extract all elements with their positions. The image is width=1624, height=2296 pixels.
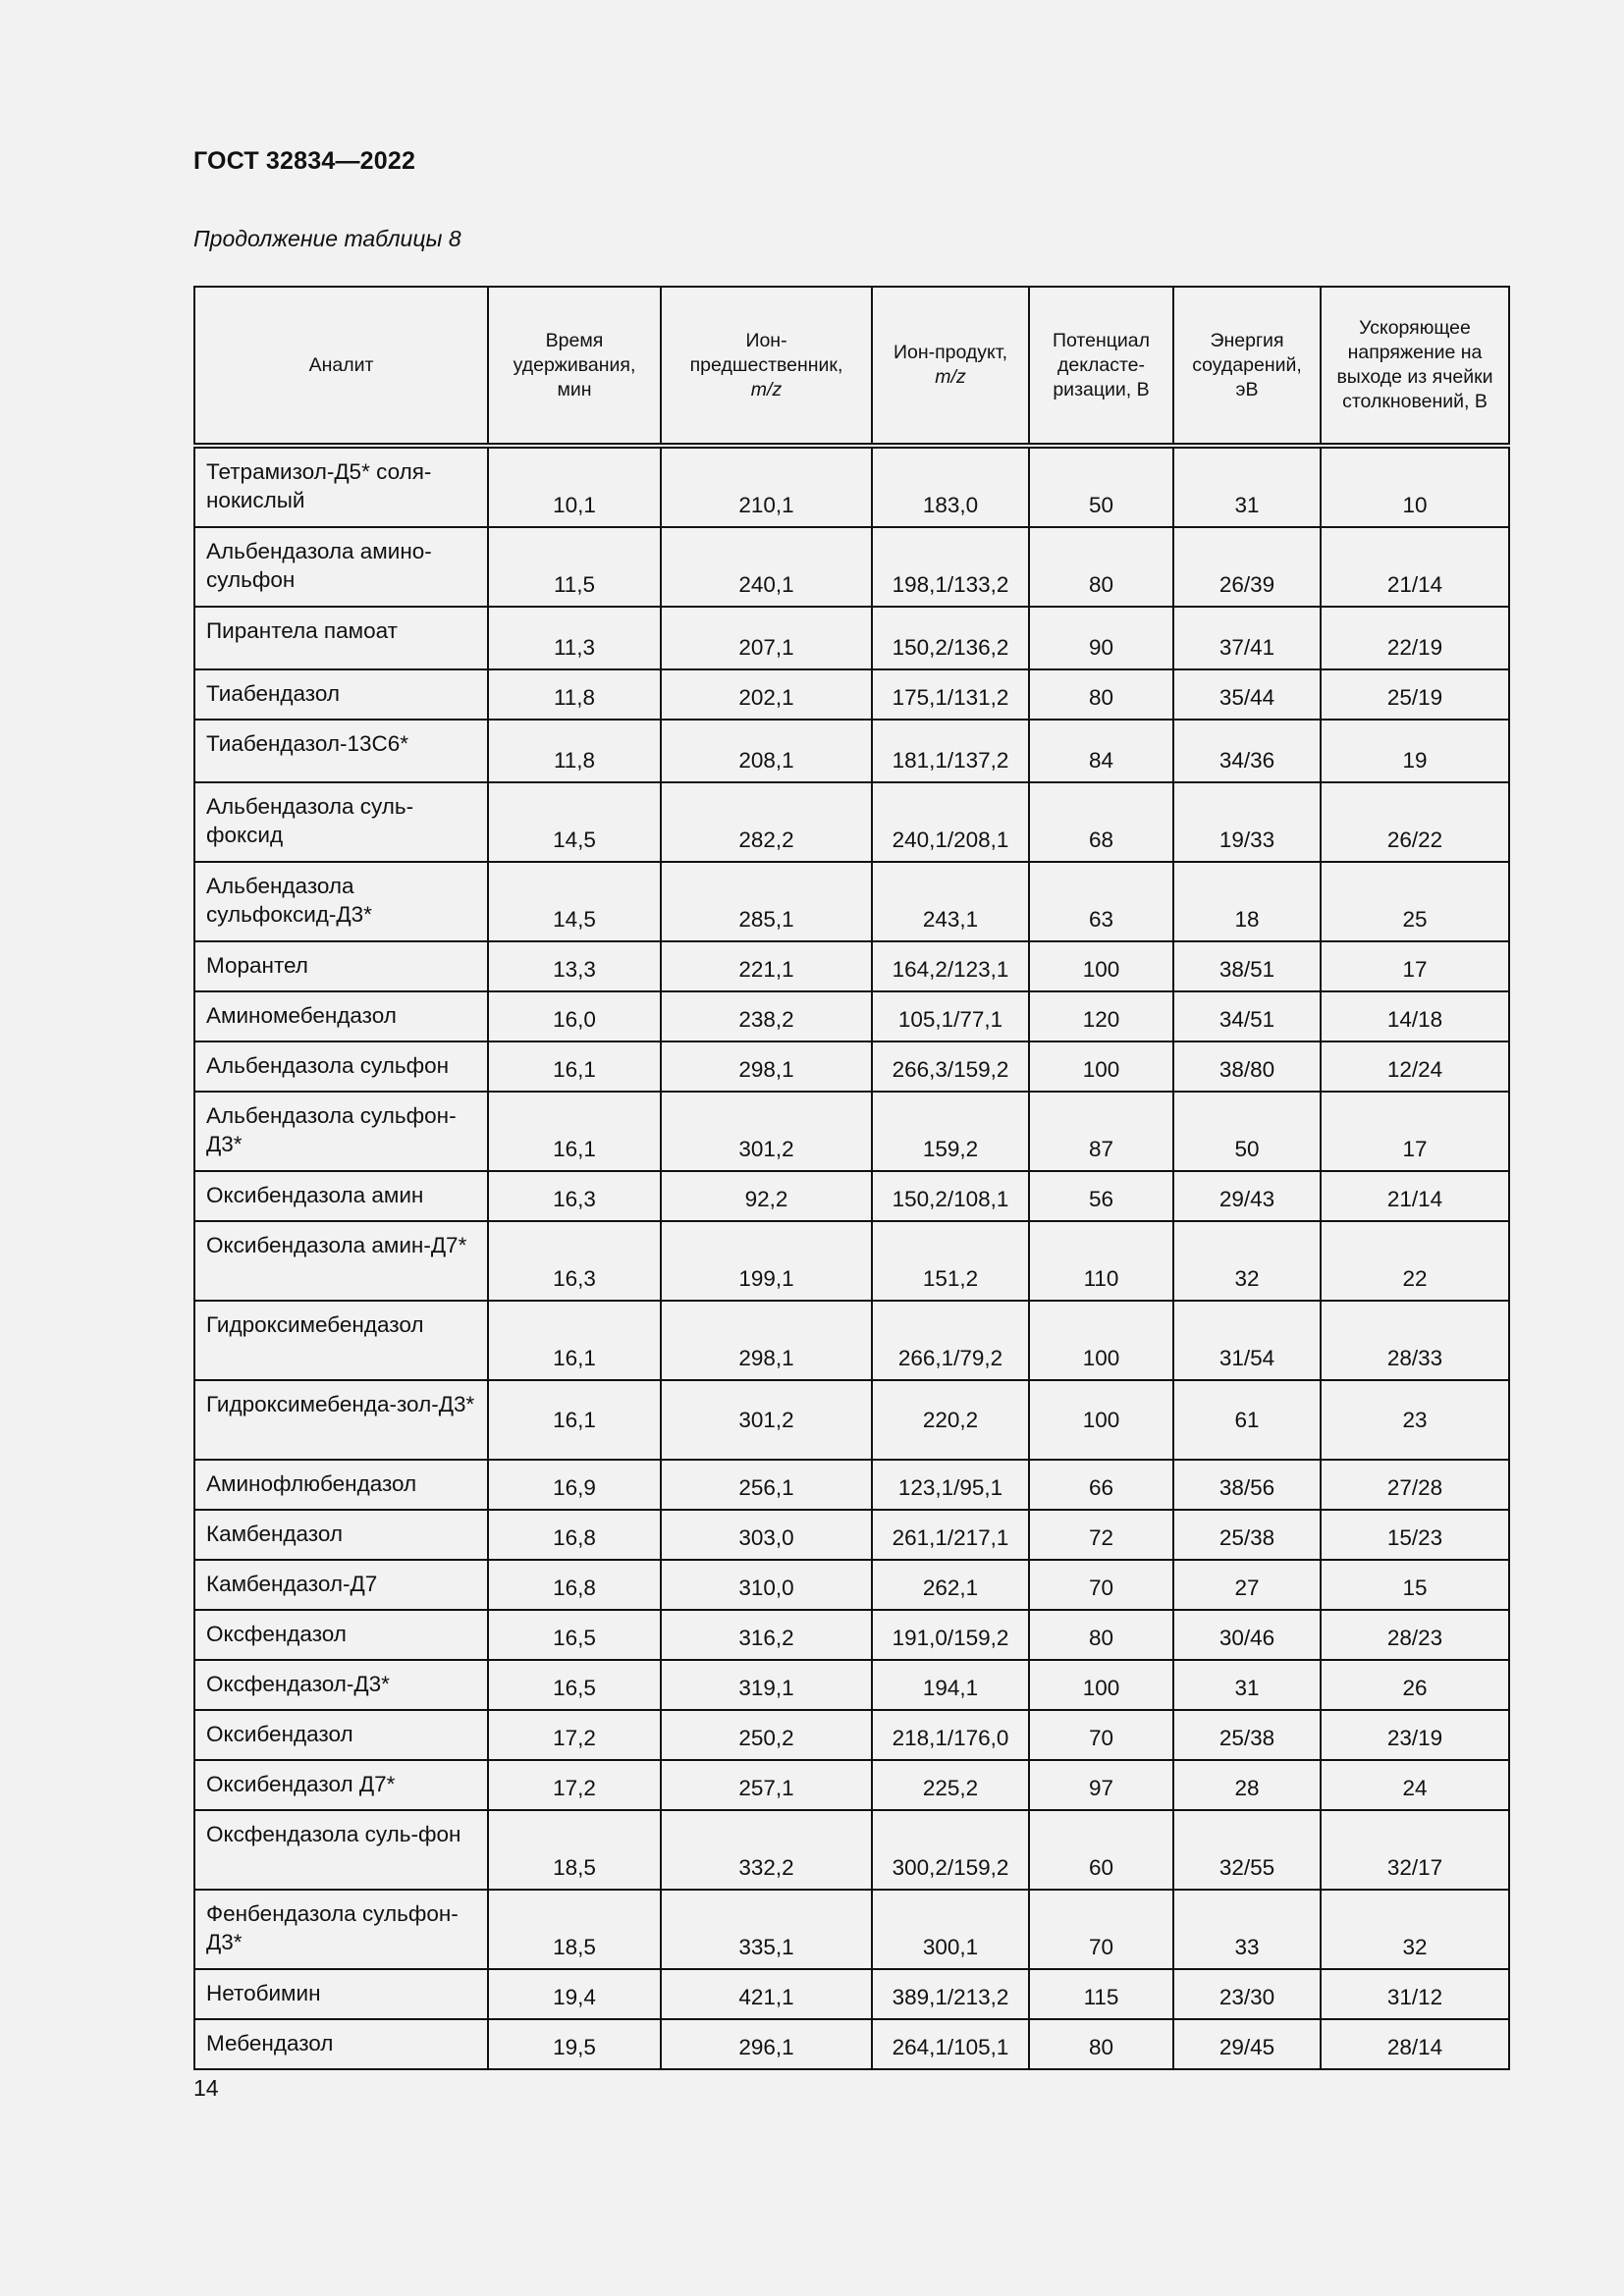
cell-collision-energy: 34/36: [1173, 720, 1321, 782]
cell-declustering-potential: 70: [1029, 1710, 1173, 1760]
cell-collision-energy: 38/51: [1173, 941, 1321, 991]
cell-collision-energy: 29/45: [1173, 2019, 1321, 2069]
cell-retention-time: 18,5: [488, 1890, 661, 1969]
cell-exit-potential: 22: [1321, 1221, 1509, 1301]
header-cell-exit-potential: [1321, 287, 1509, 446]
cell-product-ion: 183,0: [872, 446, 1029, 527]
cell-exit-potential: 26: [1321, 1660, 1509, 1710]
cell-collision-energy: 33: [1173, 1890, 1321, 1969]
cell-retention-time: 16,1: [488, 1092, 661, 1171]
table-row: [194, 607, 1509, 669]
header-retention-text: Время удерживания, мин: [513, 329, 636, 400]
cell-exit-potential: 31/12: [1321, 1969, 1509, 2019]
header-product-ion: [872, 287, 1029, 446]
cell-exit-potential: 28/14: [1321, 2019, 1509, 2069]
header-retention-time: [488, 287, 661, 446]
cell-product-ion: 150,2/136,2: [872, 607, 1029, 669]
cell-analyte: Тиабендазол: [194, 669, 488, 720]
cell-collision-energy: 31/54: [1173, 1301, 1321, 1380]
cell-collision-energy: 19/33: [1173, 782, 1321, 862]
table-row: [194, 1760, 1509, 1810]
cell-exit-potential: 23: [1321, 1380, 1509, 1460]
table-row: [194, 1380, 1509, 1460]
cell-precursor-ion: 202,1: [661, 669, 872, 720]
cell-collision-energy: 27: [1173, 1560, 1321, 1610]
cell-exit-potential: 22/19: [1321, 607, 1509, 669]
table-row: [194, 527, 1509, 607]
cell-analyte: Оксибендазола амин: [194, 1171, 488, 1221]
cell-collision-energy: 30/46: [1173, 1610, 1321, 1660]
cell-collision-energy: 34/51: [1173, 991, 1321, 1041]
table-body: [194, 446, 1509, 2069]
cell-retention-time: 16,3: [488, 1221, 661, 1301]
header-precursor-ion: [661, 287, 872, 446]
cell-retention-time: 14,5: [488, 862, 661, 941]
cell-precursor-ion: 238,2: [661, 991, 872, 1041]
cell-exit-potential: 15: [1321, 1560, 1509, 1610]
cell-exit-potential: 23/19: [1321, 1710, 1509, 1760]
table-row: [194, 1301, 1509, 1380]
cell-precursor-ion: 310,0: [661, 1560, 872, 1610]
cell-exit-potential: 17: [1321, 941, 1509, 991]
header-product-unit: m/z: [935, 366, 966, 388]
cell-exit-potential: 21/14: [1321, 1171, 1509, 1221]
cell-product-ion: 150,2/108,1: [872, 1171, 1029, 1221]
cell-declustering-potential: 50: [1029, 446, 1173, 527]
cell-exit-potential: 25: [1321, 862, 1509, 941]
cell-exit-potential: 14/18: [1321, 991, 1509, 1041]
cell-analyte: Альбендазола сульфон-Д3*: [194, 1092, 488, 1171]
cell-retention-time: 16,5: [488, 1660, 661, 1710]
cell-declustering-potential: 56: [1029, 1171, 1173, 1221]
header-collision-text: Энергия соударений, эВ: [1192, 329, 1302, 400]
header-declustering-text: Потенциал декласте-ризации, В: [1052, 329, 1151, 400]
cell-collision-energy: 25/38: [1173, 1710, 1321, 1760]
cell-product-ion: 225,2: [872, 1760, 1029, 1810]
cell-product-ion: 198,1/133,2: [872, 527, 1029, 607]
cell-declustering-potential: 120: [1029, 991, 1173, 1041]
cell-declustering-potential: 70: [1029, 1890, 1173, 1969]
cell-precursor-ion: 421,1: [661, 1969, 872, 2019]
cell-product-ion: 389,1/213,2: [872, 1969, 1029, 2019]
cell-product-ion: 264,1/105,1: [872, 2019, 1029, 2069]
header-declustering-potential: [1029, 287, 1173, 446]
cell-product-ion: 300,2/159,2: [872, 1810, 1029, 1890]
cell-precursor-ion: 319,1: [661, 1660, 872, 1710]
cell-retention-time: 18,5: [488, 1810, 661, 1890]
cell-exit-potential: 19: [1321, 720, 1509, 782]
cell-declustering-potential: 68: [1029, 782, 1173, 862]
cell-product-ion: 266,3/159,2: [872, 1041, 1029, 1092]
cell-declustering-potential: 80: [1029, 2019, 1173, 2069]
cell-analyte: Аминофлюбендазол: [194, 1460, 488, 1510]
cell-product-ion: 191,0/159,2: [872, 1610, 1029, 1660]
cell-precursor-ion: 301,2: [661, 1380, 872, 1460]
cell-retention-time: 16,9: [488, 1460, 661, 1510]
cell-analyte: Тиабендазол-13С6*: [194, 720, 488, 782]
cell-analyte: Мебендазол: [194, 2019, 488, 2069]
cell-declustering-potential: 100: [1029, 941, 1173, 991]
table-row: [194, 1460, 1509, 1510]
cell-collision-energy: 25/38: [1173, 1510, 1321, 1560]
cell-precursor-ion: 199,1: [661, 1221, 872, 1301]
table-row: [194, 1610, 1509, 1660]
cell-declustering-potential: 100: [1029, 1301, 1173, 1380]
cell-retention-time: 16,8: [488, 1560, 661, 1610]
cell-product-ion: 159,2: [872, 1092, 1029, 1171]
cell-analyte: Гидроксимебендазол: [194, 1301, 488, 1380]
cell-analyte: Альбендазола сульфон: [194, 1041, 488, 1092]
cell-precursor-ion: 332,2: [661, 1810, 872, 1890]
cell-collision-energy: 61: [1173, 1380, 1321, 1460]
header-product-text: Ион-продукт,: [893, 342, 1007, 363]
cell-product-ion: 300,1: [872, 1890, 1029, 1969]
cell-precursor-ion: 208,1: [661, 720, 872, 782]
cell-exit-potential: 32/17: [1321, 1810, 1509, 1890]
cell-retention-time: 17,2: [488, 1760, 661, 1810]
cell-collision-energy: 32: [1173, 1221, 1321, 1301]
cell-retention-time: 16,1: [488, 1041, 661, 1092]
cell-declustering-potential: 63: [1029, 862, 1173, 941]
cell-declustering-potential: 60: [1029, 1810, 1173, 1890]
cell-precursor-ion: 282,2: [661, 782, 872, 862]
cell-analyte: Нетобимин: [194, 1969, 488, 2019]
cell-analyte: Альбендазола суль-фоксид: [194, 782, 488, 862]
cell-exit-potential: 28/33: [1321, 1301, 1509, 1380]
cell-collision-energy: 28: [1173, 1760, 1321, 1810]
cell-analyte: Оксфендазол: [194, 1610, 488, 1660]
cell-precursor-ion: 303,0: [661, 1510, 872, 1560]
cell-precursor-ion: 301,2: [661, 1092, 872, 1171]
header-exit-text: Ускоряющее напряжение на выходе из ячейки столкновений, В: [1336, 317, 1493, 412]
cell-declustering-potential: 97: [1029, 1760, 1173, 1810]
cell-collision-energy: 31: [1173, 1660, 1321, 1710]
cell-precursor-ion: 240,1: [661, 527, 872, 607]
cell-collision-energy: 18: [1173, 862, 1321, 941]
cell-analyte: Фенбендазола сульфон-Д3*: [194, 1890, 488, 1969]
cell-precursor-ion: 285,1: [661, 862, 872, 941]
cell-analyte: Оксфендазола суль-фон: [194, 1810, 488, 1890]
cell-precursor-ion: 298,1: [661, 1301, 872, 1380]
cell-analyte: Камбендазол-Д7: [194, 1560, 488, 1610]
cell-exit-potential: 27/28: [1321, 1460, 1509, 1510]
cell-declustering-potential: 100: [1029, 1041, 1173, 1092]
page-number: 14: [193, 2075, 219, 2101]
table-caption: Продолжение таблицы 8: [193, 226, 461, 251]
cell-retention-time: 16,8: [488, 1510, 661, 1560]
cell-retention-time: 16,5: [488, 1610, 661, 1660]
cell-precursor-ion: 207,1: [661, 607, 872, 669]
cell-declustering-potential: 115: [1029, 1969, 1173, 2019]
cell-product-ion: 151,2: [872, 1221, 1029, 1301]
cell-declustering-potential: 80: [1029, 527, 1173, 607]
table-row: [194, 1041, 1509, 1092]
table-row: [194, 782, 1509, 862]
cell-precursor-ion: 256,1: [661, 1460, 872, 1510]
cell-analyte: Аминомебендазол: [194, 991, 488, 1041]
cell-analyte: Пирантела памоат: [194, 607, 488, 669]
cell-analyte: Тетрамизол-Д5* соля-нокислый: [194, 446, 488, 527]
cell-precursor-ion: 316,2: [661, 1610, 872, 1660]
cell-analyte: Морантел: [194, 941, 488, 991]
header-analyte: Аналит: [194, 287, 488, 446]
cell-retention-time: 10,1: [488, 446, 661, 527]
cell-retention-time: 16,1: [488, 1301, 661, 1380]
cell-declustering-potential: 72: [1029, 1510, 1173, 1560]
cell-declustering-potential: 80: [1029, 669, 1173, 720]
table-row: [194, 1710, 1509, 1760]
cell-precursor-ion: 221,1: [661, 941, 872, 991]
cell-declustering-potential: 66: [1029, 1460, 1173, 1510]
cell-retention-time: 11,8: [488, 669, 661, 720]
table-row: [194, 1221, 1509, 1301]
cell-retention-time: 11,3: [488, 607, 661, 669]
cell-product-ion: 181,1/137,2: [872, 720, 1029, 782]
table-row: [194, 862, 1509, 941]
cell-declustering-potential: 100: [1029, 1380, 1173, 1460]
header-precursor-text: Ион-предшественник,: [689, 329, 843, 376]
cell-retention-time: 19,4: [488, 1969, 661, 2019]
cell-collision-energy: 37/41: [1173, 607, 1321, 669]
cell-product-ion: 262,1: [872, 1560, 1029, 1610]
cell-analyte: Альбендазола сульфоксид-Д3*: [194, 862, 488, 941]
cell-declustering-potential: 84: [1029, 720, 1173, 782]
table-row: [194, 1660, 1509, 1710]
table-row: [194, 1810, 1509, 1890]
cell-exit-potential: 21/14: [1321, 527, 1509, 607]
table-row: [194, 991, 1509, 1041]
cell-collision-energy: 38/80: [1173, 1041, 1321, 1092]
cell-analyte: Камбендазол: [194, 1510, 488, 1560]
table-row: [194, 720, 1509, 782]
cell-precursor-ion: 92,2: [661, 1171, 872, 1221]
cell-declustering-potential: 90: [1029, 607, 1173, 669]
cell-retention-time: 17,2: [488, 1710, 661, 1760]
table-row: [194, 1890, 1509, 1969]
cell-collision-energy: 31: [1173, 446, 1321, 527]
cell-declustering-potential: 70: [1029, 1560, 1173, 1610]
cell-collision-energy: 23/30: [1173, 1969, 1321, 2019]
cell-retention-time: 13,3: [488, 941, 661, 991]
cell-precursor-ion: 257,1: [661, 1760, 872, 1810]
table-row: [194, 1969, 1509, 2019]
header-collision-energy: [1173, 287, 1321, 446]
cell-collision-energy: 35/44: [1173, 669, 1321, 720]
cell-product-ion: 266,1/79,2: [872, 1301, 1029, 1380]
cell-product-ion: 243,1: [872, 862, 1029, 941]
cell-product-ion: 123,1/95,1: [872, 1460, 1029, 1510]
cell-declustering-potential: 87: [1029, 1092, 1173, 1171]
table-row: [194, 1510, 1509, 1560]
cell-product-ion: 105,1/77,1: [872, 991, 1029, 1041]
table-row: [194, 2019, 1509, 2069]
cell-collision-energy: 29/43: [1173, 1171, 1321, 1221]
cell-precursor-ion: 210,1: [661, 446, 872, 527]
cell-analyte: Оксфендазол-Д3*: [194, 1660, 488, 1710]
cell-exit-potential: 24: [1321, 1760, 1509, 1810]
cell-precursor-ion: 335,1: [661, 1890, 872, 1969]
cell-retention-time: 16,0: [488, 991, 661, 1041]
cell-product-ion: 261,1/217,1: [872, 1510, 1029, 1560]
analyte-table: [193, 286, 1510, 2070]
cell-analyte: Гидроксимебенда-зол-Д3*: [194, 1380, 488, 1460]
cell-retention-time: 16,1: [488, 1380, 661, 1460]
cell-precursor-ion: 250,2: [661, 1710, 872, 1760]
cell-collision-energy: 38/56: [1173, 1460, 1321, 1510]
cell-precursor-ion: 298,1: [661, 1041, 872, 1092]
cell-product-ion: 218,1/176,0: [872, 1710, 1029, 1760]
cell-exit-potential: 32: [1321, 1890, 1509, 1969]
cell-declustering-potential: 110: [1029, 1221, 1173, 1301]
cell-exit-potential: 15/23: [1321, 1510, 1509, 1560]
cell-product-ion: 194,1: [872, 1660, 1029, 1710]
table-row: [194, 1171, 1509, 1221]
cell-precursor-ion: 296,1: [661, 2019, 872, 2069]
cell-analyte: Оксибендазол: [194, 1710, 488, 1760]
cell-exit-potential: 26/22: [1321, 782, 1509, 862]
cell-retention-time: 19,5: [488, 2019, 661, 2069]
cell-declustering-potential: 100: [1029, 1660, 1173, 1710]
cell-exit-potential: 28/23: [1321, 1610, 1509, 1660]
cell-analyte: Оксибендазол Д7*: [194, 1760, 488, 1810]
cell-retention-time: 14,5: [488, 782, 661, 862]
cell-retention-time: 11,5: [488, 527, 661, 607]
table-row: [194, 1560, 1509, 1610]
cell-exit-potential: 12/24: [1321, 1041, 1509, 1092]
cell-product-ion: 220,2: [872, 1380, 1029, 1460]
table-row: [194, 446, 1509, 527]
cell-exit-potential: 25/19: [1321, 669, 1509, 720]
cell-exit-potential: 10: [1321, 446, 1509, 527]
cell-collision-energy: 26/39: [1173, 527, 1321, 607]
table-row: [194, 941, 1509, 991]
cell-product-ion: 164,2/123,1: [872, 941, 1029, 991]
table-header-row: [194, 287, 1509, 446]
cell-collision-energy: 32/55: [1173, 1810, 1321, 1890]
cell-analyte: Альбендазола амино-сульфон: [194, 527, 488, 607]
cell-analyte: Оксибендазола амин-Д7*: [194, 1221, 488, 1301]
cell-collision-energy: 50: [1173, 1092, 1321, 1171]
header-precursor-unit: m/z: [750, 378, 783, 400]
cell-product-ion: 240,1/208,1: [872, 782, 1029, 862]
table-row: [194, 669, 1509, 720]
cell-declustering-potential: 80: [1029, 1610, 1173, 1660]
cell-product-ion: 175,1/131,2: [872, 669, 1029, 720]
cell-exit-potential: 17: [1321, 1092, 1509, 1171]
cell-retention-time: 16,3: [488, 1171, 661, 1221]
table-row: [194, 1092, 1509, 1171]
document-code: ГОСТ 32834—2022: [193, 147, 416, 175]
cell-retention-time: 11,8: [488, 720, 661, 782]
